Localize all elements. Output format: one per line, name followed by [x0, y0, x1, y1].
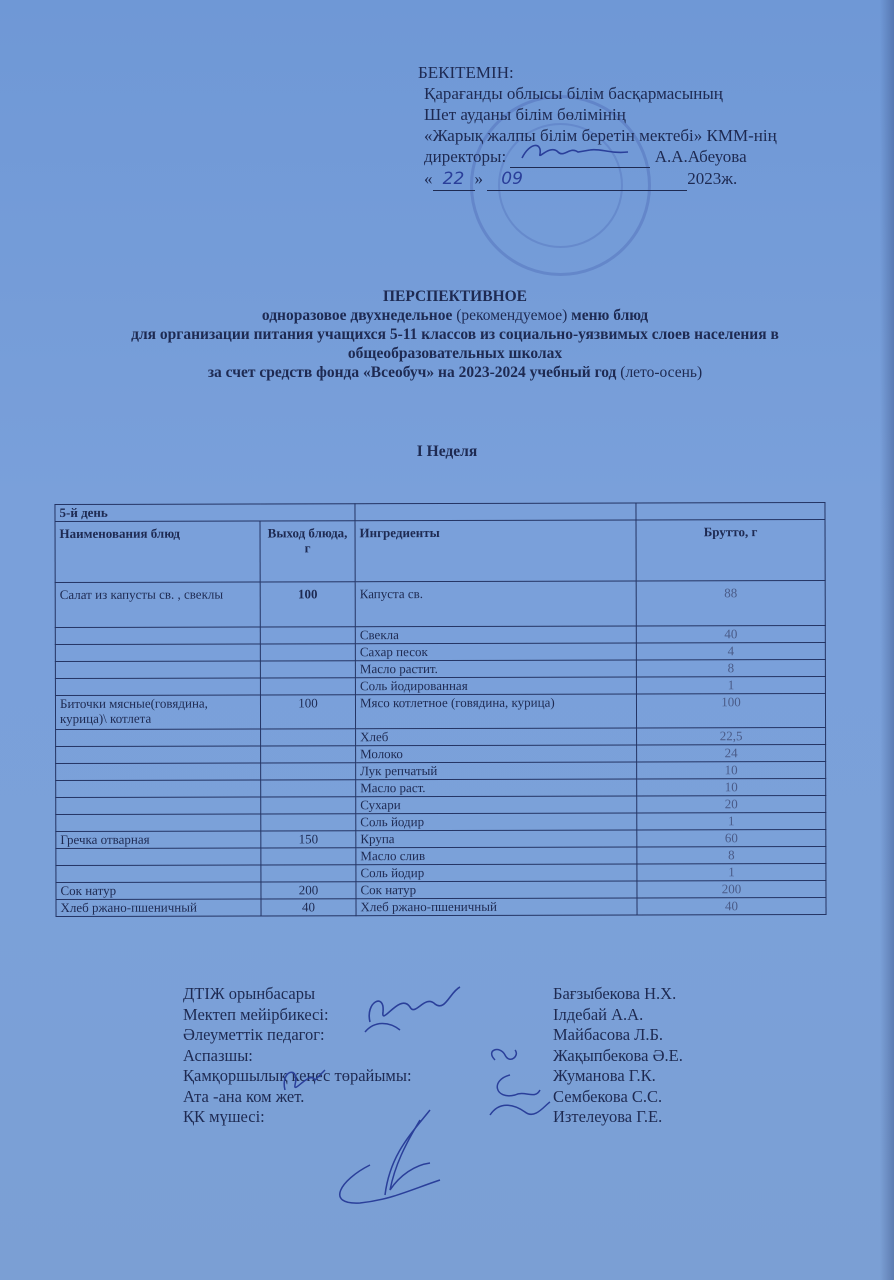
date-year: 2023ж.: [687, 169, 738, 188]
table-row: [56, 880, 826, 899]
dish-name-cell: [56, 780, 261, 798]
signature-icon: [275, 1060, 335, 1100]
date-day-value: 22: [442, 169, 465, 189]
menu-table: [54, 502, 826, 917]
brutto-cell: 20: [637, 795, 826, 812]
ingredient-cell: Сок натур: [356, 881, 637, 899]
ingredient-cell: Сухари: [356, 796, 637, 814]
table-row: [56, 897, 826, 916]
ingredient-cell: Хлеб: [356, 728, 637, 746]
day-row: [55, 502, 825, 521]
ingredient-cell: Капуста св.: [355, 581, 636, 627]
dish-name-cell: [56, 848, 261, 866]
yield-cell: 40: [261, 899, 356, 916]
signature-row: [183, 1066, 683, 1087]
ingredient-cell: Крупа: [356, 830, 637, 848]
column-header-dish: Наименования блюд: [55, 521, 260, 583]
brutto-cell: 200: [637, 880, 826, 897]
ingredient-cell: Масло раст.: [356, 779, 637, 797]
empty-cell: [636, 502, 825, 519]
brutto-cell: 1: [637, 863, 826, 880]
dish-name-cell: [55, 644, 260, 662]
director-label: директоры:: [424, 147, 507, 166]
yield-cell: [260, 644, 355, 661]
ingredient-cell: Свекла: [355, 626, 636, 644]
dish-name-cell: Гречка отварная: [56, 831, 261, 849]
dish-name-cell: [56, 814, 261, 832]
table-row: [55, 659, 825, 678]
brutto-cell: 1: [636, 676, 825, 693]
date-month: [487, 168, 687, 191]
ingredient-cell: Соль йодир: [356, 813, 637, 831]
approval-title: БЕКІТЕМІН:: [418, 63, 514, 82]
table-row: [55, 676, 825, 695]
table-row: [56, 778, 826, 797]
brutto-cell: 100: [636, 693, 825, 727]
brutto-cell: 8: [637, 846, 826, 863]
document-title: ПЕРСПЕКТИВНОЕ: [382, 288, 528, 305]
signature-name: Изтелеуова Г.Е.: [553, 1107, 663, 1126]
date-close-quote: »: [474, 169, 483, 188]
signature-name: Сембекова С.С.: [553, 1086, 663, 1106]
date-open-quote: «: [424, 169, 433, 188]
date-day: [433, 168, 475, 191]
approval-line: Қарағанды облысы білім басқармасының: [424, 84, 723, 103]
date-line: [424, 168, 777, 191]
brutto-cell: 60: [637, 829, 826, 846]
signature-role: Әлеуметтік педагог:: [183, 1025, 325, 1044]
yield-cell: [261, 729, 356, 746]
yield-cell: [260, 661, 355, 678]
brutto-cell: 4: [636, 642, 825, 659]
heading-text: одноразовое двухнедельное: [261, 307, 453, 324]
table-row: [56, 812, 826, 831]
ingredient-cell: Хлеб ржано-пшеничный: [356, 898, 637, 916]
brutto-cell: 88: [636, 580, 825, 625]
signature-role: Қамқоршылық кеңес төрайымы:: [183, 1066, 412, 1085]
date-month-value: 09: [501, 169, 523, 189]
signature-role: Ата -ана ком жет.: [183, 1086, 305, 1106]
dish-name-cell: [56, 865, 261, 883]
signature-name: Бағзыбекова Н.Х.: [553, 984, 677, 1003]
table-row: [56, 727, 826, 746]
ingredient-cell: Соль йодированная: [355, 677, 636, 695]
dish-name-cell: Сок натур: [56, 882, 261, 900]
page-edge-shadow: [880, 0, 894, 1280]
brutto-cell: 24: [637, 744, 826, 761]
signature-row: [183, 1087, 683, 1108]
approval-block: [418, 62, 777, 191]
dish-name-cell: Салат из капусты св. , свеклы: [55, 582, 260, 628]
ingredient-cell: Масло растит.: [355, 660, 636, 678]
week-label: I Неделя: [416, 443, 478, 460]
yield-cell: 100: [260, 582, 355, 627]
ingredient-cell: Мясо котлетное (говядина, курица): [355, 694, 636, 729]
signature-name: Жуманова Г.К.: [553, 1066, 656, 1085]
approval-line: Шет ауданы білім бөлімінің: [424, 105, 626, 124]
table-row: [55, 642, 825, 661]
yield-cell: [261, 797, 356, 814]
brutto-cell: 40: [636, 625, 825, 642]
brutto-cell: 40: [637, 897, 826, 914]
header-row: [55, 519, 825, 582]
table-row: [55, 625, 825, 644]
yield-cell: 200: [261, 882, 356, 899]
day-label: 5-й день: [55, 504, 355, 522]
signature-icon: [480, 1040, 560, 1140]
approval-line: «Жарық жалпы білім беретін мектебі» КММ-нің: [424, 126, 777, 145]
heading-line-4: [60, 363, 850, 382]
signature-role: Аспазшы:: [183, 1045, 253, 1065]
yield-cell: 100: [260, 695, 355, 729]
brutto-cell: 8: [636, 659, 825, 676]
signature-role: ҚК мүшесі:: [183, 1107, 265, 1126]
dish-name-cell: [56, 763, 261, 781]
signature-name: Жақыпбекова Ә.Е.: [553, 1045, 683, 1065]
ingredient-cell: Молоко: [356, 745, 637, 763]
dish-name-cell: [56, 746, 261, 764]
brutto-cell: 10: [637, 778, 826, 795]
heading-line-2: [60, 306, 850, 325]
signature-icon: [330, 1105, 480, 1215]
dish-name-cell: [55, 661, 260, 679]
signature-name: Ілдебай А.А.: [553, 1004, 644, 1024]
dish-name-cell: [55, 678, 260, 696]
signature-icon: [355, 982, 475, 1042]
dish-name-cell: [56, 797, 261, 815]
yield-cell: [261, 865, 356, 882]
signature-icon: [510, 140, 650, 162]
dish-name-cell: Биточки мясные(говядина, курица)\ котлета: [55, 695, 260, 730]
ingredient-cell: Сахар песок: [355, 643, 636, 661]
table-row: [55, 693, 825, 729]
signature-name: Майбасова Л.Б.: [553, 1025, 664, 1044]
heading-line-3: для организации питания учащихся 5-11 классов из социально-уязвимых слоев населения в общеобразовательных школах: [131, 326, 779, 362]
yield-cell: [261, 763, 356, 780]
brutto-cell: 10: [637, 761, 826, 778]
document-headings: [60, 287, 850, 382]
heading-text: меню блюд: [571, 307, 649, 324]
heading-text: (лето-осень): [620, 364, 703, 381]
table-row: [56, 761, 826, 780]
heading-text: (рекомендуемое): [456, 307, 568, 324]
table-row: [56, 829, 826, 848]
dish-name-cell: [56, 729, 261, 747]
column-header-yield: Выход блюда, г: [260, 521, 355, 582]
table-row: [56, 863, 826, 882]
signature-role: Мектеп мейірбикесі:: [183, 1004, 329, 1024]
table-row: [56, 795, 826, 814]
column-header-ingredients: Ингредиенты: [355, 520, 636, 582]
brutto-cell: 22,5: [637, 727, 826, 744]
table-row: [55, 580, 825, 627]
empty-cell: [355, 503, 636, 521]
signature-row: [183, 1046, 683, 1067]
dish-name-cell: Хлеб ржано-пшеничный: [56, 899, 261, 917]
yield-cell: [261, 814, 356, 831]
yield-cell: 150: [261, 831, 356, 848]
brutto-cell: 1: [637, 812, 826, 829]
column-header-brutto: Брутто, г: [636, 519, 825, 580]
yield-cell: [261, 746, 356, 763]
signature-role: ДТІЖ орынбасары: [183, 984, 316, 1003]
dish-name-cell: [55, 627, 260, 645]
table-row: [56, 744, 826, 763]
director-line: [424, 146, 777, 168]
director-signature: [510, 146, 650, 168]
ingredient-cell: Соль йодир: [356, 864, 637, 882]
director-name: А.А.Абеуова: [654, 147, 747, 166]
yield-cell: [260, 627, 355, 644]
table-row: [56, 846, 826, 865]
ingredient-cell: Масло слив: [356, 847, 637, 865]
yield-cell: [261, 848, 356, 865]
ingredient-cell: Лук репчатый: [356, 762, 637, 780]
yield-cell: [260, 678, 355, 695]
heading-text: за счет средств фонда «Всеобуч» на 2023-2024 учебный год: [207, 364, 617, 381]
yield-cell: [261, 780, 356, 797]
